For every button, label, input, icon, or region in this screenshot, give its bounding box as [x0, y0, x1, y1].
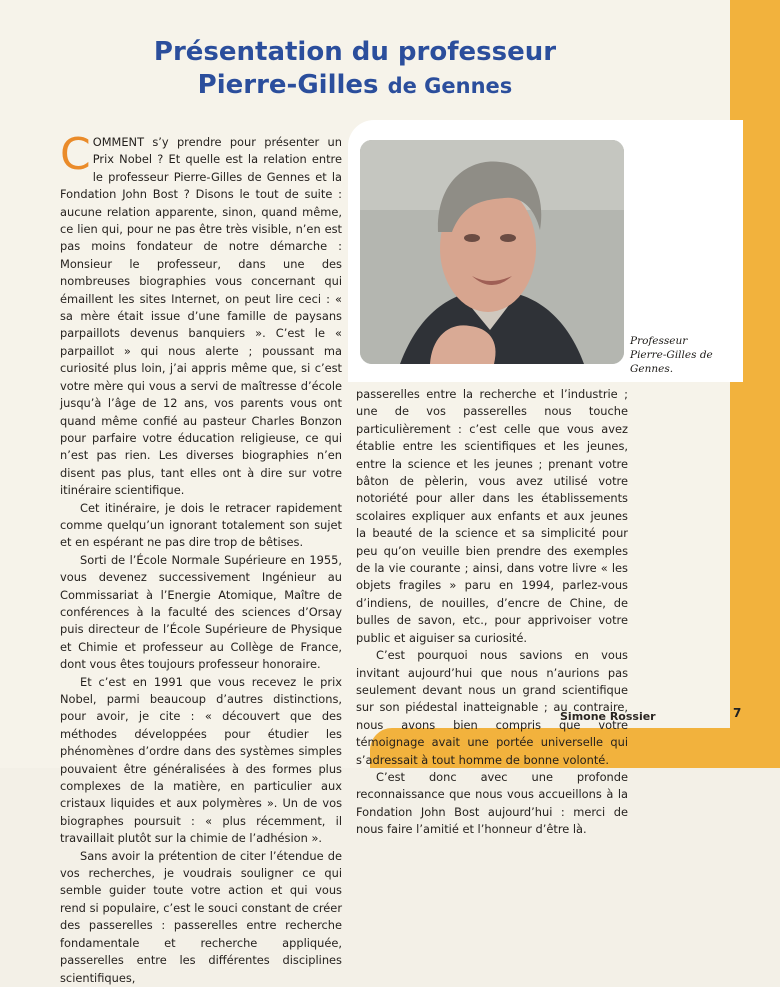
- paragraph-3: Sorti de l’École Normale Supérieure en 1955, vous devenez successivement Ingénieur au Commissariat à l’Energie Atomique, Maître de conférences à la faculté des sciences d’Orsay puis directeur de l’École Supérieure de Physique et Chimie et professeur au Collège de France, dont vous êtes toujours professeur honoraire.: [60, 552, 342, 672]
- portrait-illustration: [360, 140, 624, 364]
- title-line-1: Présentation du professeur: [153, 37, 557, 67]
- article-title: [120, 36, 590, 103]
- title-surname: de Gennes: [387, 74, 513, 98]
- paragraph-5: Sans avoir la prétention de citer l’étendue de vos recherches, je voudrais souligner ce qui semble guider toute votre action et qui vous rend si populaire, c’est le souci constant de créer des passerelles : passerelles entre recherche fondamentale et recherche appliquée, passerelles entre les différentes disciplines scientifiques,: [60, 848, 342, 985]
- orange-band-top: [730, 0, 780, 120]
- photo-caption: [630, 334, 750, 376]
- paragraph-1: [60, 129, 342, 500]
- title-line-2: [120, 69, 590, 103]
- text-column-left: [60, 129, 342, 987]
- paragraph-1-text: OMMENT s’y prendre pour présenter un Prix Nobel ? Et quelle est la relation entre le professeur Pierre-Gilles de Gennes et la Fondation John Bost ? Disons le tout de suite : aucune relation apparente, sinon, quand même, ce lien qui, pour ne pas être très visible, n’en est pas moins fondateur de notre démarche : Monsieur le professeur, dans une des nombreuses biographies vous concernant qui émaillent les sites Internet, on peut lire ceci : « sa mère était issue d’une famille de paysans parpaillots devenus banquiers ». C’est le « parpaillot » qui nous alerte ; poussant ma curiosité plus loin, j’ai appris même que, si c’est votre mère qui vous a servi de maîtresse d’école jusqu’à l’âge de 12 ans, vos parents vous ont quand même confié au pasteur Charles Bonzon pour parfaire votre éducation religieuse, ce qui n’est pas rien. Les diverses biographies n’en disent pas plus, tant elles ont à dire sur votre itinéraire scientifique.: [60, 135, 342, 498]
- paragraph-4: Et c’est en 1991 que vous recevez le prix Nobel, parmi beaucoup d’autres distinctions, pour avoir, je cite : « découvert que des méthodes développées pour étudier les phénomènes d’ordre dans des systèmes simples pouvaient être généralisées à des formes plus complexes de la matière, en particulier aux cristaux liquides et aux polymères ». Un de vos biographes poursuit : « plus récemment, il travaillait plutôt sur la chimie de l’adhésion ».: [60, 674, 342, 846]
- drop-cap: C: [60, 129, 91, 180]
- author-signature: Simone Rossier: [560, 710, 656, 723]
- caption-line-1: Professeur: [630, 335, 688, 347]
- text-column-right: [356, 386, 628, 839]
- paragraph-6: passerelles entre la recherche et l’industrie ; une de vos passerelles nous touche particulièrement : c’est celle que vous avez établie entre les scientifiques et les jeunes, entre la science et les jeunes ; prenant votre bâton de pèlerin, vous avez utilisé votre notoriété pour aller dans les établissements scolaires expliquer aux enfants et aux jeunes la beauté de la science et sa simplicité pour peu qu’on veuille bien prendre des exemples de la vie courante ; ainsi, dans votre livre « les objets fragiles » paru en 1994, parlez-vous d’indiens, de nouilles, d’encre de Chine, de bulles de savon, etc., pour apprivoiser votre public et aiguiser sa curiosité.: [356, 387, 628, 645]
- page-number: 7: [733, 706, 742, 720]
- paragraph-2: Cet itinéraire, je dois le retracer rapidement comme quelqu’un ignorant totalement son sujet et en espérant ne pas dire trop de bêtises.: [60, 500, 342, 550]
- professor-photo: [360, 140, 624, 364]
- paragraph-8: C’est donc avec une profonde reconnaissance que nous vous accueillons à la Fondation John Bost aujourd’hui : merci de nous faire l’amitié et l’honneur d’être là.: [356, 769, 628, 837]
- title-name: Pierre-Gilles: [197, 70, 379, 100]
- caption-line-2: Pierre-Gilles de Gennes.: [630, 349, 713, 375]
- paragraph-7: C’est pourquoi nous savions en vous invitant aujourd’hui que nous n’aurions pas seulement devant nous un grand scientifique sur son piédestal inatteignable ; au contraire, nous avons bien compris que votre témoignage avait une portée universelle qui s’adressait à tout homme de bonne volonté.: [356, 648, 628, 767]
